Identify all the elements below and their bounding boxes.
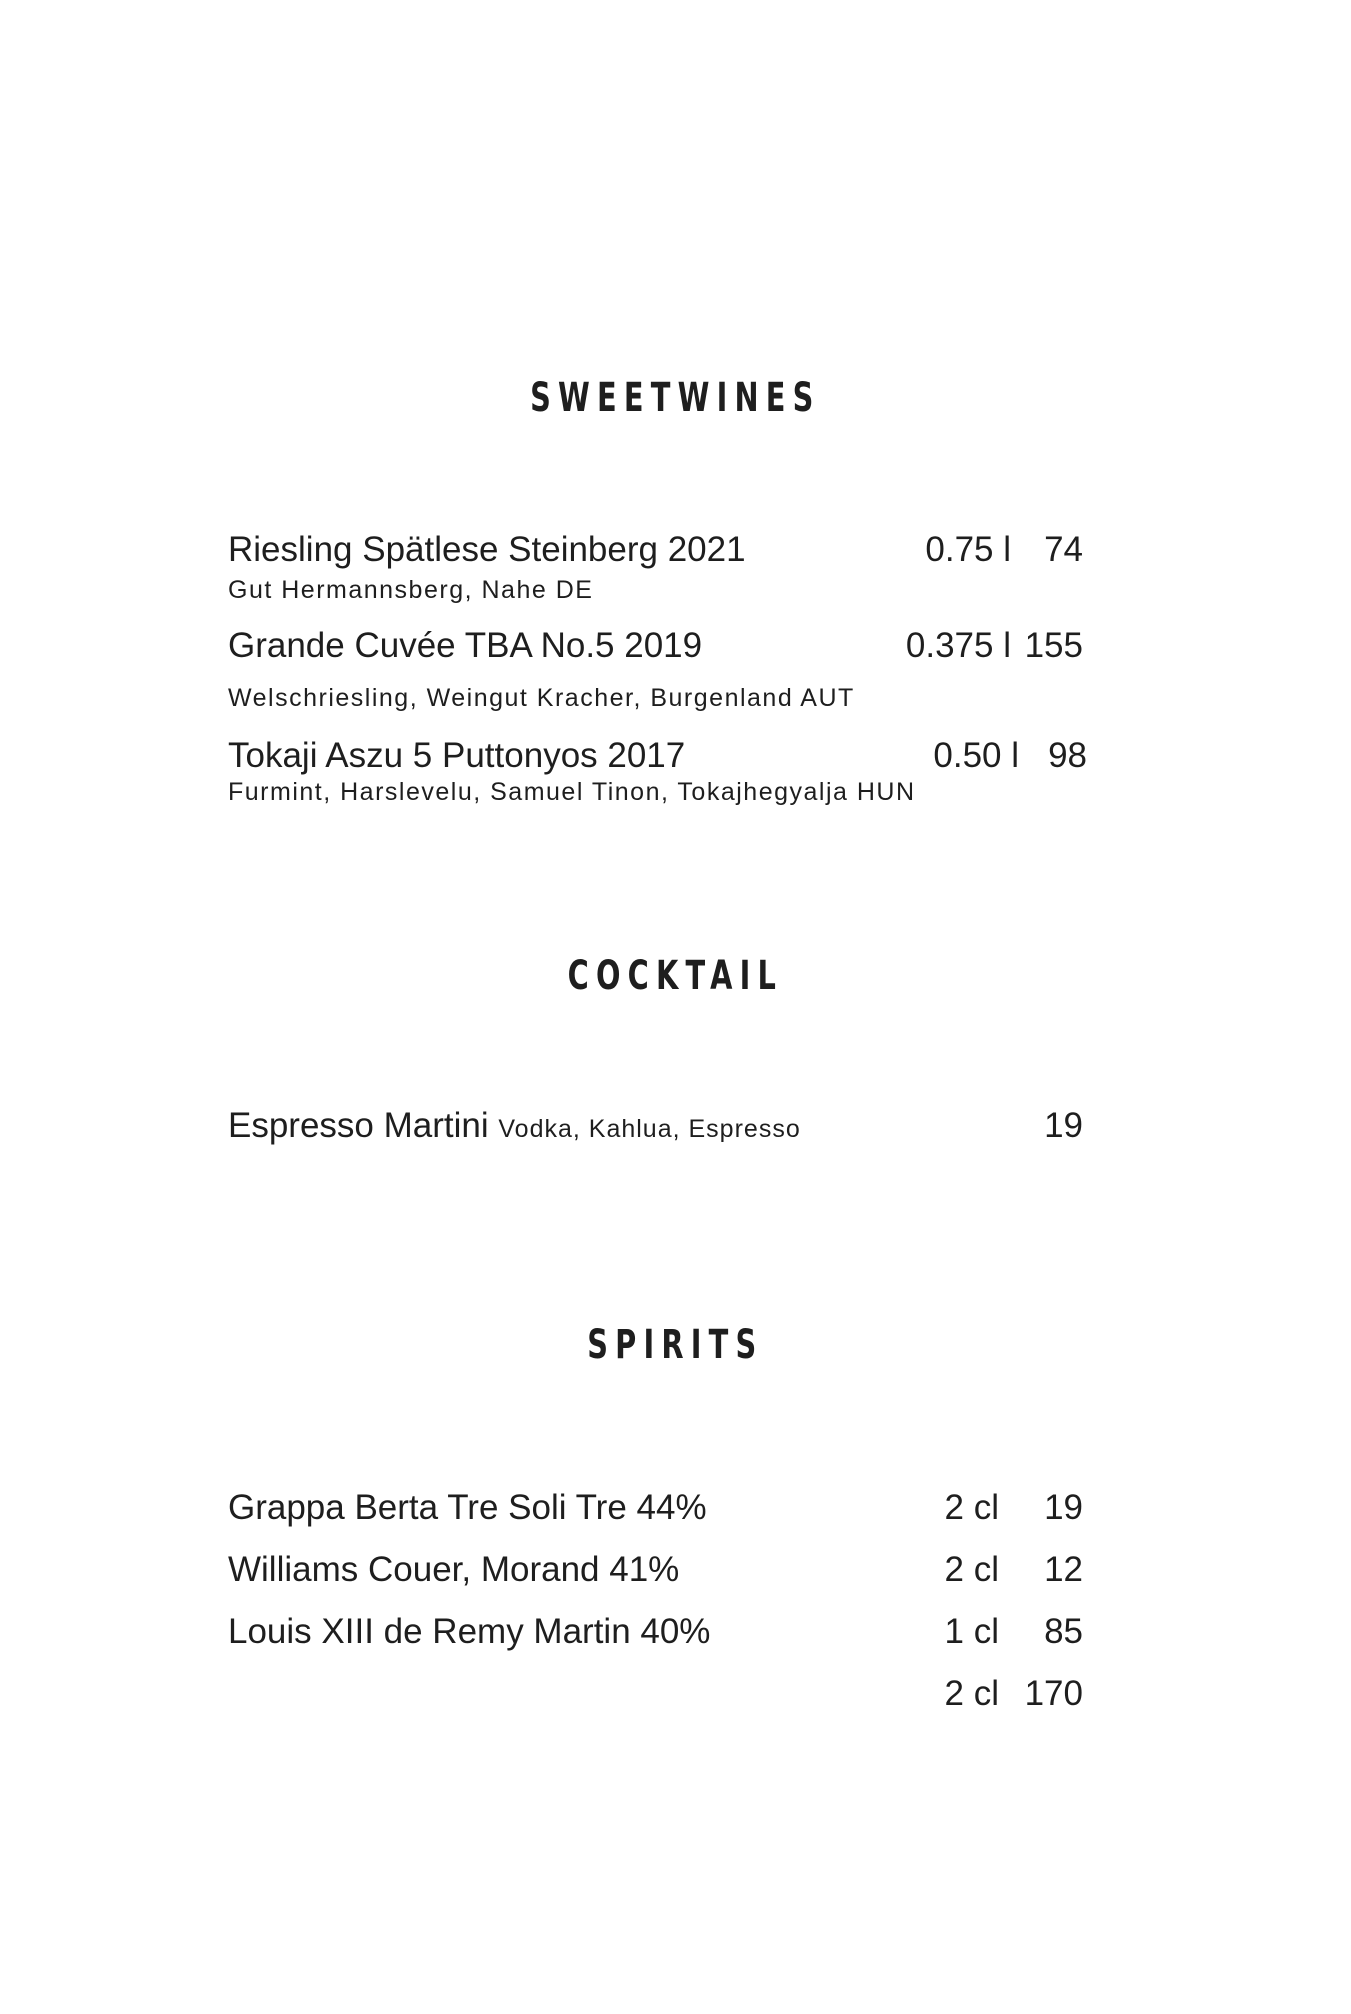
menu-item-size: 2 cl [944, 1674, 999, 1713]
menu-item-description: Gut Hermannsberg, Nahe DE [228, 576, 594, 604]
menu-item-price: 74 [1044, 530, 1083, 569]
menu-item-size: 2 cl [944, 1550, 999, 1589]
menu-item-name [228, 1108, 801, 1143]
menu-item-price: 170 [1024, 1674, 1083, 1713]
menu-item-price: 85 [1044, 1612, 1083, 1651]
menu-item-price: 19 [1044, 1488, 1083, 1527]
cocktail-name: Espresso Martini [228, 1106, 489, 1145]
menu-item-name: Louis XIII de Remy Martin 40% [228, 1612, 711, 1651]
menu-item-price: 19 [1044, 1106, 1083, 1145]
menu-item-size: 0.375 l [905, 626, 1011, 665]
section-title-cocktail: COCKTAIL [567, 953, 784, 999]
section-title-spirits: SPIRITS [587, 1322, 764, 1368]
menu-item-price: 98 [1048, 736, 1087, 775]
menu-item-name: Grande Cuvée TBA No.5 2019 [228, 626, 703, 665]
menu-item-description: Furmint, Harslevelu, Samuel Tinon, Tokajhegyalja HUN [228, 778, 916, 806]
menu-item-name: Tokaji Aszu 5 Puttonyos 2017 [228, 736, 686, 775]
menu-item-price: 12 [1044, 1550, 1083, 1589]
menu-item-size: 0.50 l [933, 736, 1019, 775]
section-title-sweetwines: SWEETWINES [530, 375, 821, 421]
cocktail-ingredients: Vodka, Kahlua, Espresso [498, 1115, 801, 1143]
menu-item-name: Grappa Berta Tre Soli Tre 44% [228, 1488, 707, 1527]
menu-item-description: Welschriesling, Weingut Kracher, Burgenland AUT [228, 684, 855, 712]
menu-item-size: 2 cl [944, 1488, 999, 1527]
menu-item-size: 0.75 l [925, 530, 1011, 569]
menu-item-price: 155 [1024, 626, 1083, 665]
menu-item-name: Riesling Spätlese Steinberg 2021 [228, 530, 746, 569]
menu-item-size: 1 cl [944, 1612, 999, 1651]
menu-item-name: Williams Couer, Morand 41% [228, 1550, 680, 1589]
